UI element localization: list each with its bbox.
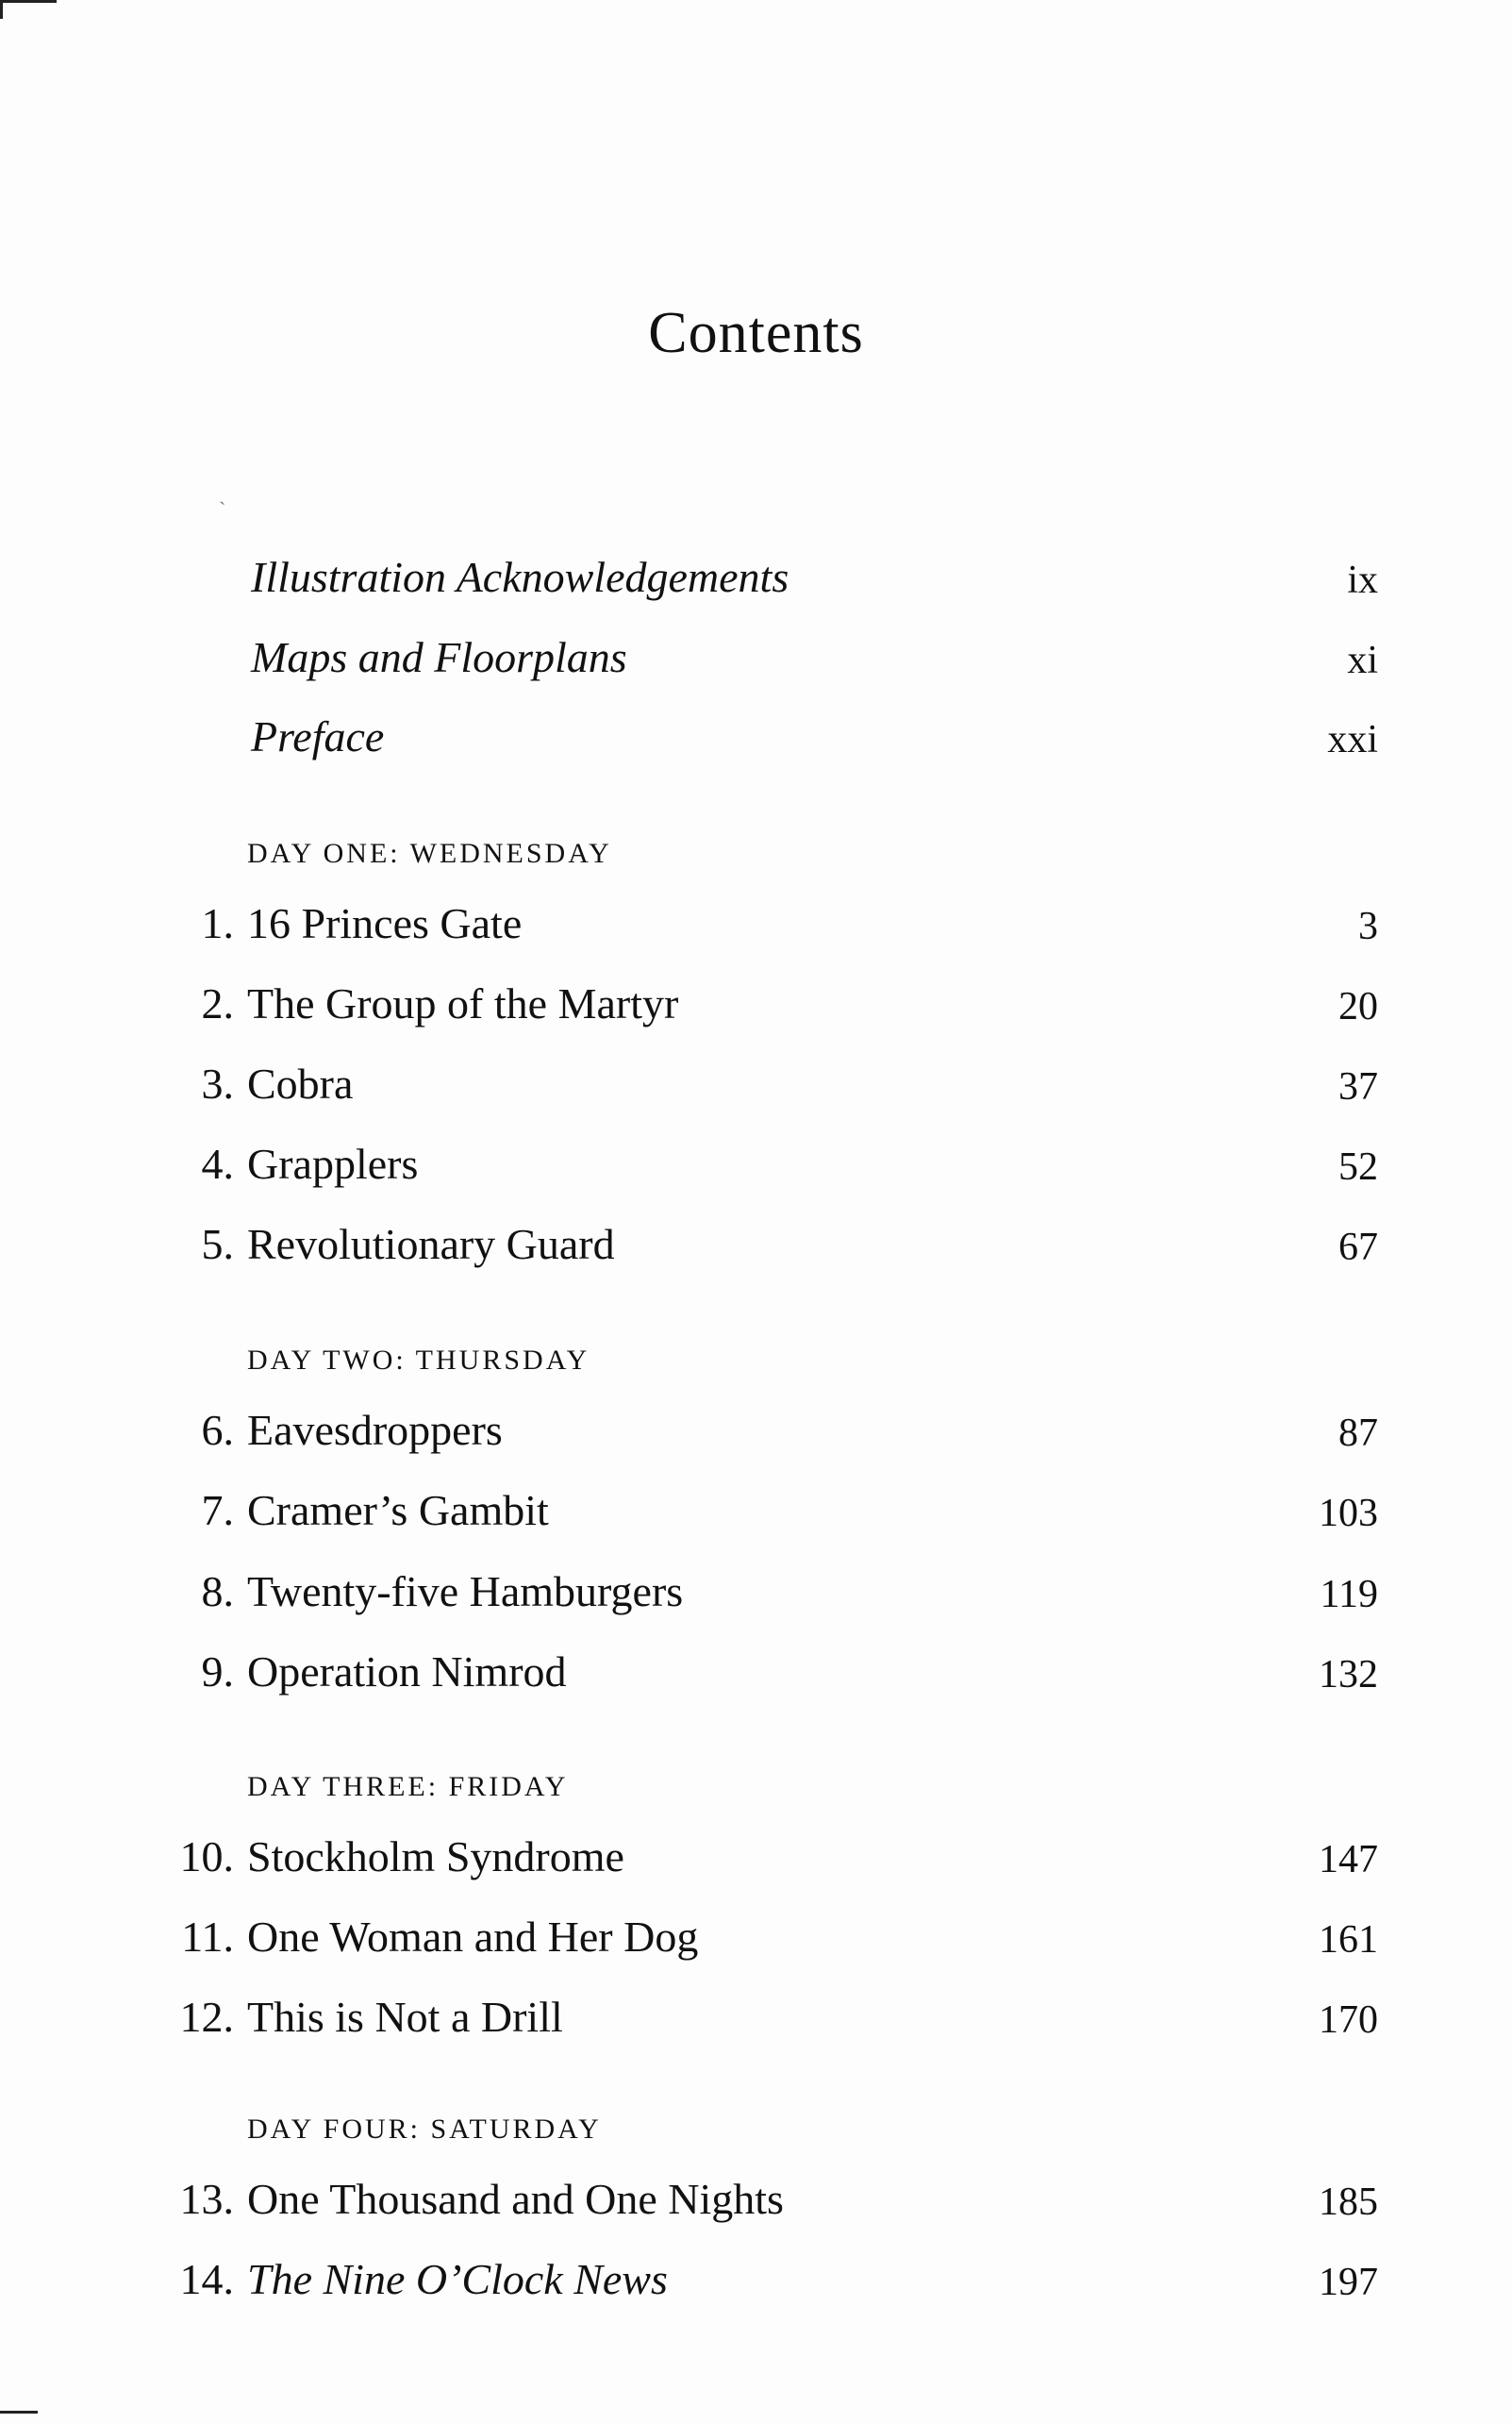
chapter-page: 185: [1319, 2181, 1378, 2224]
chapter-title: The Group of the Martyr: [247, 979, 679, 1028]
section-heading: DAY TWO: THURSDAY: [247, 1345, 590, 1376]
toc-entry-title: Maps and Floorplans: [251, 633, 627, 681]
chapter-title: Operation Nimrod: [247, 1647, 567, 1696]
toc-entry-chapter[interactable]: [0, 1912, 1512, 1978]
chapter-title: Revolutionary Guard: [247, 1220, 615, 1268]
toc-entry-page: xi: [1347, 639, 1378, 682]
chapter-page: 103: [1319, 1492, 1378, 1535]
chapter-number: 7.: [201, 1486, 234, 1534]
chapter-title: One Thousand and One Nights: [247, 2175, 784, 2223]
chapter-number: 2.: [201, 979, 234, 1028]
toc-entry-chapter[interactable]: [0, 1831, 1512, 1897]
chapter-title: Cobra: [247, 1060, 354, 1108]
chapter-number: 3.: [201, 1060, 234, 1108]
toc-entry-chapter[interactable]: [0, 1139, 1512, 1205]
toc-entry-chapter[interactable]: [0, 1405, 1512, 1471]
chapter-page: 197: [1319, 2261, 1378, 2304]
chapter-page: 161: [1319, 1918, 1378, 1962]
chapter-number: 9.: [201, 1647, 234, 1696]
chapter-page: 132: [1319, 1653, 1378, 1696]
chapter-page: 119: [1320, 1573, 1378, 1616]
toc-entry-page: ix: [1347, 559, 1378, 602]
chapter-number: 1.: [201, 899, 234, 947]
chapter-title: Stockholm Syndrome: [247, 1832, 624, 1880]
toc-entry-chapter[interactable]: [0, 1219, 1512, 1285]
page-title: Contents: [648, 301, 864, 365]
chapter-title: Grapplers: [247, 1140, 419, 1188]
chapter-number: 14.: [179, 2255, 234, 2303]
chapter-page: 20: [1338, 985, 1378, 1028]
chapter-page: 147: [1319, 1838, 1378, 1881]
toc-entry-page: xxi: [1327, 718, 1378, 761]
toc-entry-chapter[interactable]: [0, 898, 1512, 964]
section-heading: DAY ONE: WEDNESDAY: [247, 838, 612, 869]
section-heading: DAY THREE: FRIDAY: [247, 1771, 569, 1802]
chapter-page: 52: [1338, 1145, 1378, 1189]
scan-edge-mark: [0, 2411, 38, 2414]
chapter-number: 11.: [181, 1913, 234, 1961]
chapter-number: 13.: [179, 2175, 234, 2223]
toc-entry-title: Illustration Acknowledgements: [251, 553, 789, 601]
toc-entry-front-matter[interactable]: [0, 711, 1512, 777]
chapter-page: 87: [1338, 1412, 1378, 1455]
section-heading: DAY FOUR: SATURDAY: [247, 2114, 602, 2145]
toc-entry-chapter[interactable]: [0, 1646, 1512, 1713]
chapter-title: Cramer’s Gambit: [247, 1486, 549, 1534]
chapter-page: 170: [1319, 1998, 1378, 2042]
chapter-title: Eavesdroppers: [247, 1406, 503, 1454]
toc-entry-chapter[interactable]: [0, 1485, 1512, 1551]
chapter-title: This is Not a Drill: [247, 1993, 563, 2041]
chapter-number: 10.: [179, 1832, 234, 1880]
toc-entry-chapter[interactable]: [0, 2174, 1512, 2240]
chapter-number: 8.: [201, 1567, 234, 1615]
chapter-title: Twenty-five Hamburgers: [247, 1567, 684, 1615]
toc-entry-chapter[interactable]: [0, 2254, 1512, 2320]
scan-edge-mark: [0, 0, 57, 3]
chapter-page: 3: [1358, 905, 1378, 948]
chapter-number: 6.: [201, 1406, 234, 1454]
toc-entry-chapter[interactable]: [0, 978, 1512, 1044]
scan-edge-mark: [0, 0, 3, 19]
toc-entry-title: Preface: [251, 712, 385, 760]
chapter-number: 4.: [201, 1140, 234, 1188]
toc-entry-front-matter[interactable]: [0, 632, 1512, 698]
chapter-title: One Woman and Her Dog: [247, 1913, 699, 1961]
chapter-title: 16 Princes Gate: [247, 899, 523, 947]
toc-entry-front-matter[interactable]: [0, 552, 1512, 618]
chapter-page: 37: [1338, 1065, 1378, 1109]
toc-entry-chapter[interactable]: [0, 1566, 1512, 1632]
chapter-number: 12.: [179, 1993, 234, 2041]
stray-mark: ˏ: [219, 481, 226, 505]
toc-entry-chapter[interactable]: [0, 1992, 1512, 2058]
chapter-number: 5.: [201, 1220, 234, 1268]
toc-entry-chapter[interactable]: [0, 1059, 1512, 1125]
chapter-page: 67: [1338, 1226, 1378, 1269]
chapter-title: The Nine O’Clock News: [247, 2255, 668, 2303]
